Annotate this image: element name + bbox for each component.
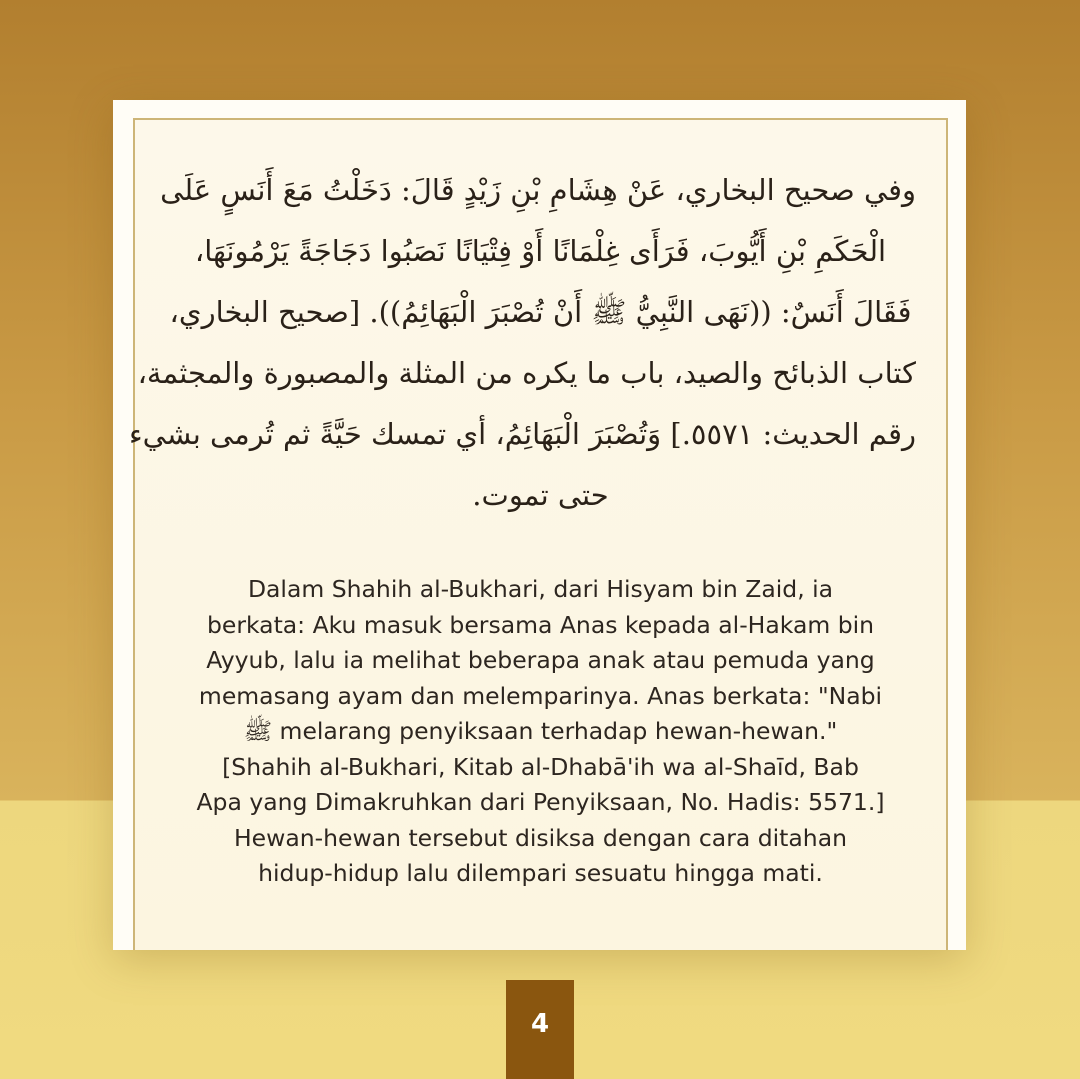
translation-line: hidup-hidup lalu dilempari sesuatu hingga mati. [258, 859, 823, 887]
card-inner-frame [129, 118, 948, 950]
translation-line: berkata: Aku masuk bersama Anas kepada al-Hakam bin [206, 610, 875, 639]
translation-line: Apa yang Dimakruhkan dari Penyiksaan, No. Hadis: 5571.] [196, 788, 885, 816]
arabic-line: وفي صحيح البخاري، عَنْ هِشَامِ بْنِ زَيْدٍ قَالَ: دَخَلْتُ مَعَ أَنَسٍ عَلَى [160, 173, 916, 207]
arabic-line: فَقَالَ أَنَسٌ: ((نَهَى النَّبِيُّ ﷺ أَنْ تُصْبَرَ الْبَهَائِمُ)). [صحيح البخاري، [169, 295, 912, 329]
translation-line: [Shahih al-Bukhari, Kitab al-Dhabā'ih wa al-Shaīd, Bab [222, 752, 859, 781]
content-card [113, 100, 966, 950]
arabic-line: كتاب الذبائح والصيد، باب ما يكره من المثلة والمصبورة والمجثمة، [137, 356, 916, 390]
translation-line: Hewan-hewan tersebut disiksa dengan cara ditahan [234, 823, 847, 852]
arabic-line: رقم الحديث: ٥٥٧١.] وَتُصْبَرَ الْبَهَائِمُ، أي تمسك حَيَّةً ثم تُرمى بشيء [129, 417, 916, 451]
translation-line: ﷺ melarang penyiksaan terhadap hewan-hewan." [243, 717, 838, 745]
arabic-line: الْحَكَمِ بْنِ أَيُّوبَ، فَرَأَى غِلْمَانًا أَوْ فِتْيَانًا نَصَبُوا دَجَاجَةً يَرْمُونَهَا، [194, 234, 887, 268]
page-number-badge: 4 [506, 980, 574, 1079]
translation-line: Ayyub, lalu ia melihat beberapa anak atau pemuda yang [206, 646, 875, 674]
indonesian-translation [145, 572, 936, 892]
translation-line: memasang ayam dan melemparinya. Anas berkata: "Nabi [198, 681, 883, 710]
translation-line: Dalam Shahih al-Bukhari, dari Hisyam bin Zaid, ia [247, 575, 834, 603]
arabic-hadith-text [129, 160, 916, 526]
arabic-line: حتى تموت. [472, 478, 609, 512]
